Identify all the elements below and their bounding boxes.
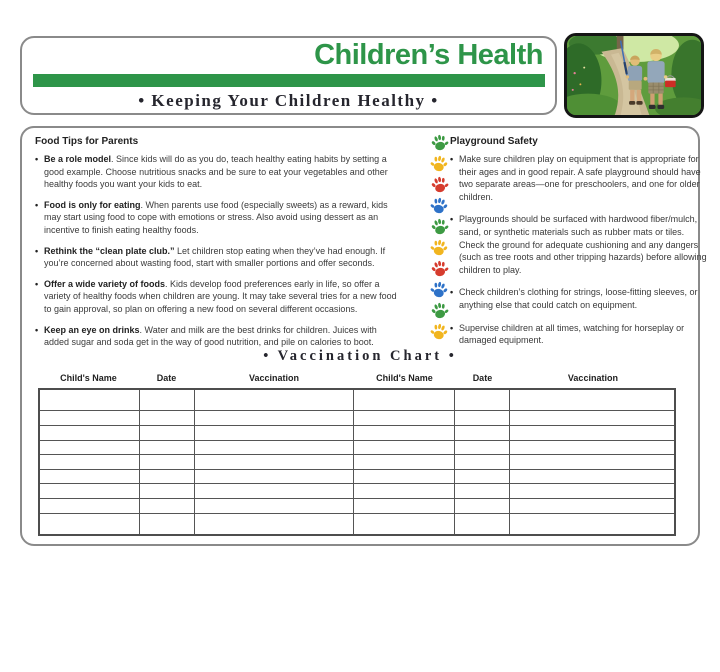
bullet-glyph: •: [35, 278, 39, 289]
bullet-glyph: •: [35, 199, 39, 210]
vaccination-column-header: Date: [472, 373, 493, 383]
vaccination-cell: [194, 425, 354, 440]
vaccination-cell: [140, 440, 195, 455]
vaccination-cell: [194, 389, 354, 411]
vaccination-column-header: Date: [156, 373, 177, 383]
safety-tip-item: • Supervise children at all times, watching for horseplay or damaged equipment.: [450, 322, 685, 346]
vaccination-column-header: Vaccination: [248, 373, 299, 383]
vaccination-cell: [354, 469, 455, 484]
playground-safety-heading: Playground Safety: [450, 136, 538, 147]
vaccination-cell: [39, 411, 140, 426]
playground-safety-list: [450, 153, 710, 347]
food-tip-item: • Rethink the “clean plate club.” Let children stop eating when they’ve had enough. If you’re concerned about wasting food, start with smaller portions and offer seconds.: [35, 245, 386, 269]
food-tips-heading: Food Tips for Parents: [35, 136, 139, 147]
bullet-glyph: •: [35, 324, 39, 335]
vaccination-cell: [194, 440, 354, 455]
handprint-yellow-icon: [428, 152, 454, 175]
vaccination-table-row: [39, 389, 675, 411]
vaccination-cell: [455, 411, 510, 426]
vaccination-chart-title: • Vaccination Chart •: [263, 348, 457, 364]
handprint-yellow-icon: [428, 236, 451, 259]
vaccination-cell: [455, 389, 510, 411]
content-card: [20, 126, 707, 546]
handprint-red-icon: [428, 257, 450, 279]
vaccination-cell: [455, 440, 510, 455]
food-tip-item: • Food is only for eating. When parents use food (especially sweets) as a reward, kids may start using food to cope with emotions or stress. Also avoid using dessert as an incentive to finish eating healthy foods.: [35, 199, 388, 235]
vaccination-table-row: [39, 411, 675, 426]
vaccination-cell: [354, 513, 455, 535]
vaccination-column-header: Child's Name: [60, 373, 117, 383]
vaccination-cell: [354, 440, 455, 455]
header-divider-bar: [33, 74, 545, 87]
vaccination-cell: [39, 389, 140, 411]
vaccination-cell: [140, 389, 195, 411]
vaccination-cell: [455, 498, 510, 513]
handprint-green-icon: [428, 215, 450, 237]
vaccination-cell: [194, 411, 354, 426]
vaccination-table-row: [39, 484, 675, 499]
handprint-yellow-icon: [428, 320, 454, 343]
vaccination-cell: [455, 425, 510, 440]
header-tagline: • Keeping Your Children Healthy •: [138, 91, 439, 110]
vaccination-table-row: [39, 513, 675, 535]
vaccination-cell: [140, 411, 195, 426]
bullet-glyph: •: [450, 287, 454, 298]
vaccination-cell: [194, 469, 354, 484]
handprint-blue-icon: [428, 278, 454, 301]
vaccination-column-header: Vaccination: [567, 373, 618, 383]
photo-illustration: [567, 36, 701, 115]
vaccination-chart-column-headers: [38, 373, 676, 383]
vaccination-cell: [354, 484, 455, 499]
vaccination-cell: [140, 469, 195, 484]
safety-tip-item: • Check children’s clothing for strings, loose-fitting sleeves, or anything else that could catch on equipment.: [450, 287, 698, 310]
safety-tip-item: • Playgrounds should be surfaced with hardwood fiber/mulch, sand, or synthetic materials such as rubber mats or tiles. Check the ground for adequate cushioning and any dangers (such as tree roots and other tripping hazards) before allowing children to play.: [450, 214, 707, 275]
vaccination-cell: [140, 513, 195, 535]
vaccination-table-row: [39, 455, 675, 470]
vaccination-cell: [509, 411, 675, 426]
vaccination-cell: [509, 484, 675, 499]
vaccination-table-row: [39, 440, 675, 455]
vaccination-cell: [354, 425, 455, 440]
food-tips-list: [35, 153, 397, 349]
vaccination-cell: [194, 513, 354, 535]
vaccination-chart-table: [38, 388, 676, 536]
vaccination-cell: [509, 513, 675, 535]
playground-safety-section: [450, 136, 710, 357]
vaccination-cell: [140, 484, 195, 499]
vaccination-cell: [509, 389, 675, 411]
vaccination-table-row: [39, 469, 675, 484]
bullet-glyph: •: [450, 322, 454, 333]
vaccination-table-row: [39, 498, 675, 513]
vaccination-cell: [39, 425, 140, 440]
vaccination-cell: [354, 498, 455, 513]
vaccination-cell: [39, 484, 140, 499]
vaccination-cell: [455, 455, 510, 470]
vaccination-cell: [39, 469, 140, 484]
vaccination-cell: [140, 498, 195, 513]
handprint-green-icon: [428, 299, 450, 321]
safety-tip-item: • Make sure children play on equipment that is appropriate for their ages and in good repair. A safe playground should have two separate areas—one for preschoolers, and one for older children.: [450, 154, 701, 202]
vaccination-cell: [354, 389, 455, 411]
bullet-glyph: •: [450, 214, 454, 225]
vaccination-cell: [140, 425, 195, 440]
handprint-green-icon: [428, 131, 450, 153]
handprint-red-icon: [428, 173, 450, 195]
vaccination-cell: [455, 484, 510, 499]
vaccination-cell: [194, 455, 354, 470]
vaccination-cell: [509, 455, 675, 470]
vaccination-cell: [509, 425, 675, 440]
vaccination-cell: [39, 498, 140, 513]
page-title: Children’s Health: [314, 39, 543, 71]
vaccination-cell: [455, 469, 510, 484]
food-tips-section: [35, 136, 397, 357]
header-card: [20, 36, 557, 115]
bullet-glyph: •: [35, 245, 39, 256]
food-tip-item: • Be a role model. Since kids will do as you do, teach healthy eating habits by setting a good example. Choose nutritious snacks and be sure to eat your vegetables and other healthy foods you want your kids to eat.: [35, 154, 388, 190]
vaccination-cell: [194, 484, 354, 499]
vaccination-cell: [509, 469, 675, 484]
vaccination-cell: [354, 455, 455, 470]
vaccination-cell: [39, 455, 140, 470]
vaccination-cell: [140, 455, 195, 470]
food-tip-item: • Keep an eye on drinks. Water and milk are the best drinks for children. Juices with added sugar and soda get in the way of good nutrition, and pile on calories to boot.: [35, 324, 377, 348]
vaccination-cell: [509, 440, 675, 455]
vaccination-cell: [39, 440, 140, 455]
children-walking-photo: [564, 33, 704, 118]
bullet-glyph: •: [450, 154, 454, 164]
vaccination-column-header: Child's Name: [376, 373, 433, 383]
bullet-glyph: •: [35, 154, 39, 164]
vaccination-cell: [509, 498, 675, 513]
vaccination-cell: [354, 411, 455, 426]
vaccination-cell: [455, 513, 510, 535]
vaccination-cell: [39, 513, 140, 535]
vaccination-cell: [194, 498, 354, 513]
food-tip-item: • Offer a wide variety of foods. Kids develop food preferences early in life, so offer a variety of healthy foods when children are young. It may take several tries for a new food to gain approval, so plan on offering a new food on several different occasions.: [35, 278, 397, 314]
vaccination-table-row: [39, 425, 675, 440]
handprint-blue-icon: [428, 194, 451, 217]
